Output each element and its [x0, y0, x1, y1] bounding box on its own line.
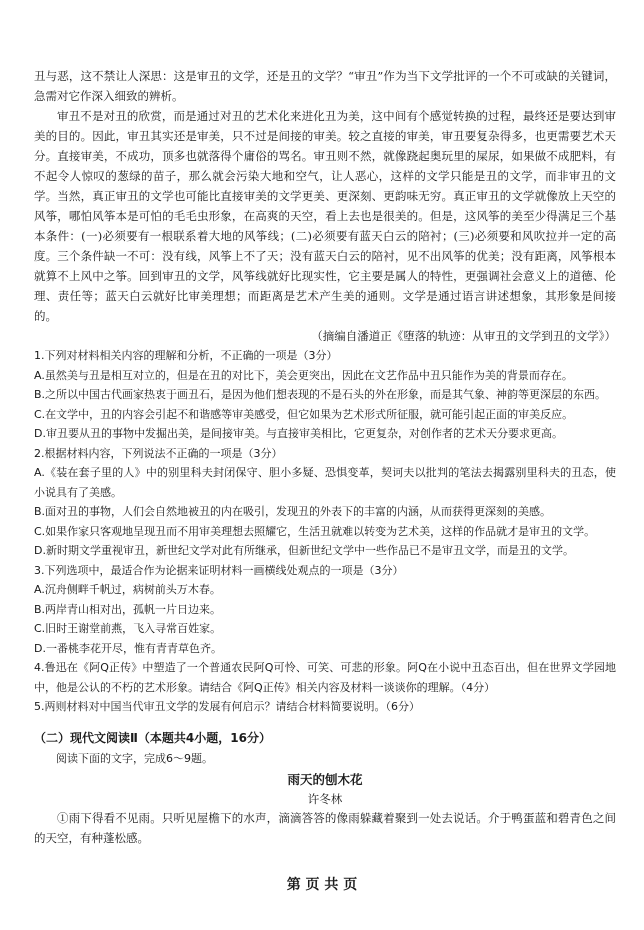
- question-stem: 4.鲁迅在《阿Q正传》中塑造了一个普通农民阿Q可怜、可笑、可悲的形象。阿Q在小说中丑态百出，但在世界文学园地中，他是公认的不朽的艺术形象。请结合《阿Q正传》相关内容及材料一谈谈你的理解。（4分）: [34, 661, 616, 694]
- question-option: B.两岸青山相对出，孤帆一片日边来。: [34, 602, 222, 616]
- question-option: A.《装在套子里的人》中的别里科夫封闭保守、胆小多疑、恐惧变革，契诃夫以批判的笔法去揭露别里科夫的丑态，使小说具有了美感。: [34, 466, 616, 499]
- question-option: C.在文学中，丑的内容会引起不和谐感等审美感受，但它如果为艺术形式所征服，就可能引起正面的审美反应。: [34, 407, 574, 421]
- exam-page: [34, 66, 616, 848]
- passage-paragraph: 丑与恶，这不禁让人深思：这是审丑的文学，还是丑的文学？“审丑”作为当下文学批评的一个不可或缺的关键词，急需对它作深入细致的辨析。: [34, 69, 616, 103]
- question-stem: 5.两则材料对中国当代审丑文学的发展有何启示？请结合材料简要说明。（6分）: [34, 700, 420, 713]
- article-author: 许冬林: [307, 792, 343, 806]
- section-heading: （二）现代文阅读Ⅱ（本题共4小题，16分）: [34, 730, 271, 745]
- question-stem: 3.下列选项中，最适合作为论据来证明材料一画横线处观点的一项是（3分）: [34, 563, 404, 577]
- question-stem: 2.根据材料内容，下列说法不正确的一项是（3分）: [34, 446, 283, 460]
- section-instruction: 阅读下面的文字，完成6～9题。: [56, 751, 213, 765]
- question-option: A.虽然美与丑是相互对立的，但是在丑的对比下，美会更突出，因此在文艺作品中丑只能作为美的背景而存在。: [34, 368, 573, 382]
- article-title: 雨天的刨木花: [287, 772, 363, 787]
- question-option: C.如果作家只客观地呈现丑而不用审美理想去照耀它，生活丑就难以转变为艺术美，这样的作品就才是审丑的文学。: [34, 524, 596, 538]
- question-option: D.一番桃李花开尽，惟有青青草色齐。: [34, 641, 222, 655]
- page-footer: 第 页 共 页: [286, 877, 358, 893]
- question-option: D.审丑要从丑的事物中发掘出美，是间接审美。与直接审美相比，它更复杂，对创作者的艺术天分要求更高。: [34, 427, 563, 440]
- question-option: D.新时期文学重视审丑，新世纪文学对此有所继承，但新世纪文学中一些作品已不是审丑文学，而是丑的文学。: [34, 544, 574, 557]
- passage-paragraph: 审丑不是对丑的欣赏，而是通过对丑的艺术化来进化丑为美，这中间有个感觉转换的过程，最终还是要达到审美的目的。因此，审丑其实还是审美，只不过是间接的审美。较之直接的审美，审丑要复杂得多，也更需要艺术天分。直接审美，不成功，顶多也就落得个庸俗的骂名。审丑则不然，就像跷起奥玩里的屎尿，如果做不成肥料，有不起令人惊叹的葱绿的苗子，那么就会污染大地和空气，让人恶心，这样的文学只能是丑的文学，而非审丑的文学。当然，真正审丑的文学也可能比直接审美的文学更美、更深刻、更韵味无穷。真正审丑的文学就像放上天空的风筝，哪怕风筝本是可怕的毛毛虫形象，在高爽的天空，看上去也是很美的。但是，这风筝的美至少得满足三个基本条件：(一)必须要有一根联系着大地的风筝线；(二)必须要有蓝天白云的陪衬；(三)必须要和风吹拉并一定的高度。三个条件缺一不可：没有线，风筝上不了天；没有蓝天白云的陪衬，见不出风筝的优美；没有距离，风筝根本就算不上风中之筝。回到审丑的文学，风筝线就好比现实性，它主要是属人的特性，更强调社会意义上的道德、伦理、责任等；蓝天白云就好比审美理想；而距离是艺术产生美的通则。文学是通过语言讲述想象，其形象是间接的。: [34, 109, 616, 323]
- question-stem: 1.下列对材料相关内容的理解和分析，不正确的一项是（3分）: [34, 349, 338, 362]
- question-list: [34, 346, 616, 717]
- question-option: B.面对丑的事物，人们会自然地被丑的内在吸引，发现丑的外表下的丰富的内涵，从而获得更深刻的美感。: [34, 505, 552, 518]
- article-paragraph: ①雨下得看不见雨。只听见屋檐下的水声，滴滴答答的像雨躲藏着聚到一处去说话。介于鸭蛋蓝和碧青色之间的天空，有种蓬松感。: [34, 811, 616, 845]
- question-option: C.旧时王谢堂前燕，飞入寻常百姓家。: [34, 622, 222, 635]
- passage-source: （摘编自潘道正《堕落的轨迹：从审丑的文学到丑的文学》）: [311, 329, 616, 343]
- question-option: B.之所以中国古代画家热衷于画丑石，是因为他们想表现的不是石头的外在形象，而是其气象、神韵等更深层的东西。: [34, 388, 607, 401]
- question-option: A.沉舟侧畔千帆过，病树前头万木春。: [34, 583, 221, 596]
